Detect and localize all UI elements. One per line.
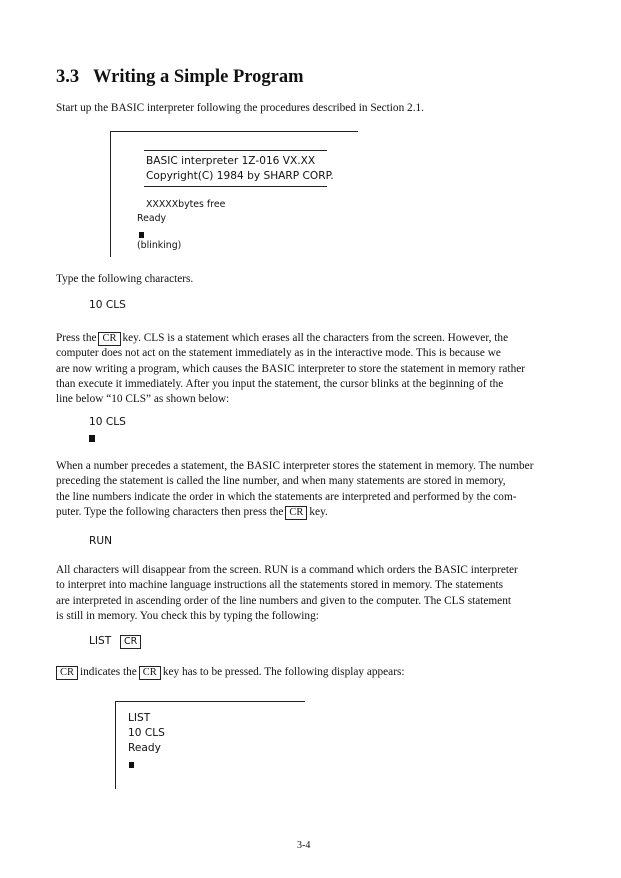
cr-key: CR [98,332,120,346]
section-title: Writing a Simple Program [93,67,304,87]
paragraph-line: are interpreted in ascending order of the line numbers and given to the computer. The CLS statement [56,594,511,607]
paragraph-line: to interpret into machine language instructions all the statements stored in memory. The statements [56,579,504,592]
paragraph-line: When a number precedes a statement, the BASIC interpreter stores the statement in memory. The number [56,460,534,472]
screen2-frame-top [115,701,305,702]
cr-key: CR [139,666,161,680]
paragraph-line-number [56,459,573,520]
cursor-block [89,435,95,442]
paragraph-press-cr [56,331,573,407]
screen1-cursor [139,232,144,238]
screen2-frame-left [115,701,116,789]
paragraph-line: preceding the statement is called the line number, and when many statements are stored in memory, [56,475,506,488]
code-line-3: RUN [89,535,113,547]
paragraph-run-command [56,563,573,624]
screen1-frame-left [110,131,111,257]
cr-key: CR [56,666,78,680]
paragraph-line: than execute it immediately. After you input the statement, the cursor blinks at the beginning of the [56,377,504,390]
code-line-1: 10 CLS [89,299,126,311]
screen1-rule-top [144,150,327,151]
cr-key: CR [285,506,307,520]
screen2-cursor [129,762,134,768]
screen2-line2: 10 CLS [128,727,165,739]
paragraph-line: the line numbers indicate the order in which the statements are interpreted and performed by the com- [56,490,517,503]
type-instruction: Type the following characters. [56,273,194,285]
paragraph-line: All characters will disappear from the screen. RUN is a command which orders the BASIC interpreter [56,564,518,576]
screen1-frame-top [110,131,358,132]
screen1-rule-bottom [144,186,327,187]
code-line-2: 10 CLS [89,416,126,428]
screen2-line1: LIST [128,712,151,724]
screen1-line2: Copyright(C) 1984 by SHARP CORP. [146,170,334,182]
screen1-line1: BASIC interpreter 1Z-016 VX.XX [146,155,316,167]
paragraph-line: computer does not act on the statement immediately as in the interactive mode. This is because we [56,347,501,360]
section-heading [56,66,304,88]
paragraph-cr-indicates: CR indicates the CR key has to be pressed. The following display appears: [56,665,405,680]
paragraph-line: puter. Type the following characters then press the CR key. [56,505,328,518]
page-number: 3-4 [297,840,311,851]
screen1-line4: Ready [137,213,167,224]
code-line-4: LIST CR [89,635,143,649]
screen1-line3: XXXXXbytes free [146,199,226,210]
paragraph-line: is still in memory. You check this by typing the following: [56,609,319,622]
cr-key: CR [120,635,141,649]
paragraph-line: are now writing a program, which causes the BASIC interpreter to store the statement in memory rather [56,362,525,375]
section-number: 3.3 [56,67,80,87]
paragraph-line: Press the CR key. CLS is a statement which erases all the characters from the screen. However, the [56,332,509,344]
intro-paragraph: Start up the BASIC interpreter following the procedures described in Section 2.1. [56,102,425,114]
screen2-line3: Ready [128,742,161,754]
paragraph-line: line below “10 CLS” as shown below: [56,393,230,406]
screen1-line5: (blinking) [137,240,182,251]
